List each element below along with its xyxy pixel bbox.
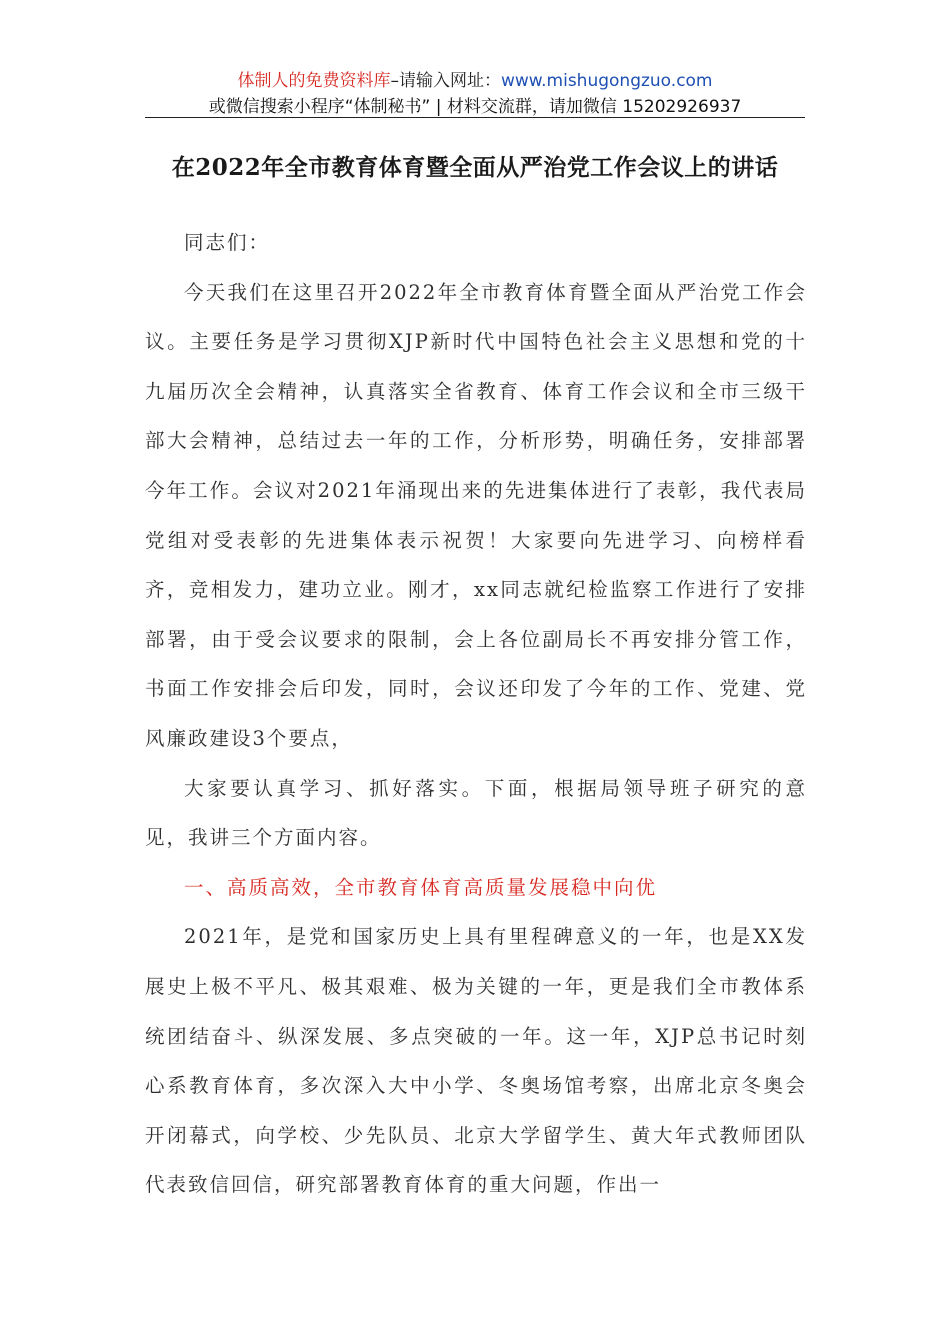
header-contact-line: 或微信搜索小程序“体制秘书” | 材料交流群，请加微信 15202926937 [208,97,742,117]
header-promo-line [0,68,950,94]
url-prompt: –请输入网址： [390,71,501,91]
document-title: 在2022年全市教育体育暨全面从严治党工作会议上的讲话 [171,154,779,181]
document-body [145,218,807,1210]
page-header [0,68,950,120]
paragraph: 今天我们在这里召开2022年全市教育体育暨全面从严治党工作会议。主要任务是学习贯彻XJP新时代中国特色社会主义思想和党的十九届历次全会精神，认真落实全省教育、体育工作会议和全市三级干部大会精神，总结过去一年的工作，分析形势，明确任务，安排部署今年工作。会议对2021年涌现出来的先进集体进行了表彰，我代表局党组对受表彰的先进集体表示祝贺！大家要向先进学习、向榜样看齐，竞相发力，建功立业。刚才，xx同志就纪检监察工作进行了安排部署，由于受会议要求的限制，会上各位副局长不再安排分管工作，书面工作安排会后印发，同时，会议还印发了今年的工作、党建、党风廉政建设3个要点， [145,280,807,750]
header-divider [145,117,805,118]
salutation: 同志们： [184,231,271,254]
section-heading: 一、高质高效，全市教育体育高质量发展稳中向优 [184,875,658,899]
brand-name: 体制人的免费资料库 [237,71,391,91]
section-paragraph: 2021年，是党和国家历史上具有里程碑意义的一年，也是XX发展史上极不平凡、极其艰难、极为关键的一年，更是我们全市教体系统团结奋斗、纵深发展、多点突破的一年。这一年，XJP总书记时刻心系教育体育，多次深入大中小学、冬奥场馆考察，出席北京冬奥会开闭幕式，向学校、少先队员、北京大学留学生、黄大年式教师团队代表致信回信，研究部署教育体育的重大问题，作出一 [145,925,807,1197]
paragraph: 大家要认真学习、抓好落实。下面，根据局领导班子研究的意见，我讲三个方面内容。 [145,776,807,850]
site-url-link[interactable]: www.mishugongzuo.com [500,71,713,91]
